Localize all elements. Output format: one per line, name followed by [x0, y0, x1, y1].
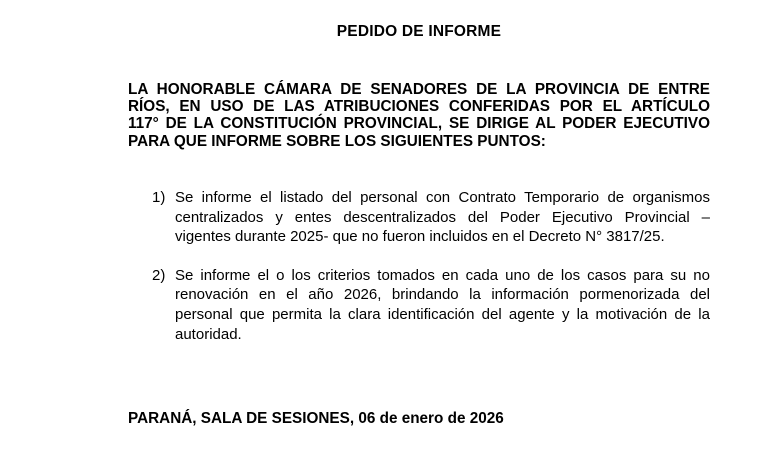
list-item [152, 188, 710, 247]
request-items-list [152, 188, 710, 363]
list-item [152, 266, 710, 344]
item-line: Se informe el o los criterios tomados en cada uno de los casos para su no [175, 266, 710, 284]
dateline: PARANÁ, SALA DE SESIONES, 06 de enero de 2026 [128, 410, 504, 427]
item-text [175, 266, 710, 344]
item-line: personal que permita la clara identificación del agente y la motivación de la [175, 305, 710, 323]
document-title: PEDIDO DE INFORME [336, 23, 502, 40]
preamble-line: 117° DE LA CONSTITUCIÓN PROVINCIAL, SE DIRIGE AL PODER EJECUTIVO [128, 115, 710, 133]
item-number: 2) [152, 266, 166, 284]
item-line: vigentes durante 2025- que no fueron incluidos en el Decreto N° 3817/25. [175, 228, 665, 246]
item-line: autoridad. [175, 325, 242, 343]
preamble-line: PARA QUE INFORME SOBRE LOS SIGUIENTES PUNTOS: [128, 132, 546, 150]
item-line: centralizados y entes descentralizados del Poder Ejecutivo Provincial – [175, 208, 710, 226]
item-line: renovación en el año 2026, brindando la información pormenorizada del [175, 286, 710, 304]
item-number: 1) [152, 189, 166, 206]
preamble-paragraph [128, 81, 710, 150]
item-line: Se informe el listado del personal con Contrato Temporario de organismos [175, 189, 710, 206]
preamble-line: LA HONORABLE CÁMARA DE SENADORES DE LA PROVINCIA DE ENTRE [128, 81, 710, 98]
item-text [175, 188, 710, 247]
preamble-line: RÍOS, EN USO DE LAS ATRIBUCIONES CONFERIDAS POR EL ARTÍCULO [128, 98, 710, 116]
